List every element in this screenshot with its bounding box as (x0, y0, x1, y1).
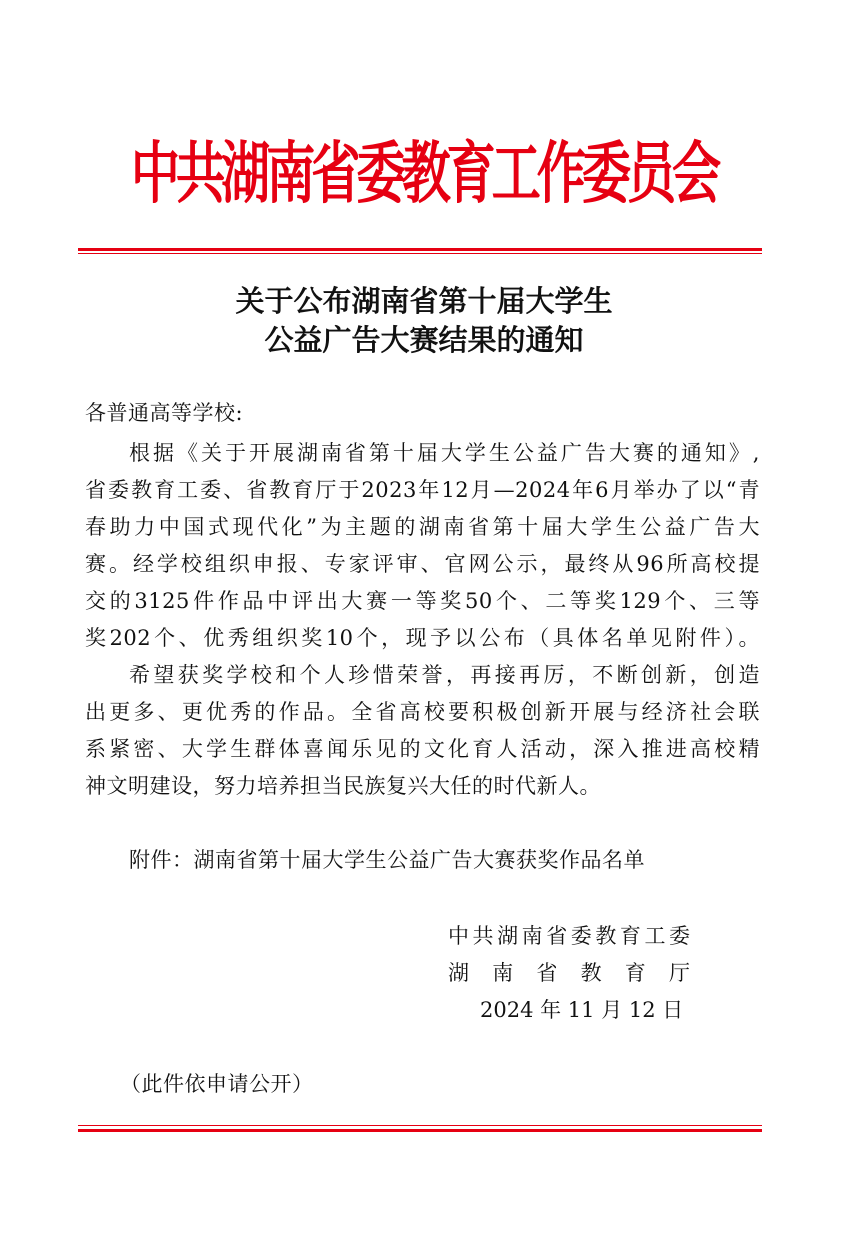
attachment-note: 附件：湖南省第十届大学生公益广告大赛获奖作品名单 (129, 848, 645, 872)
disclosure-note: （此件依申请公开） (120, 1072, 314, 1096)
notice-title-line-2: 公益广告大赛结果的通知 (264, 323, 584, 357)
paragraph-2-line: 系紧密、大学生群体喜闻乐见的文化育人活动，深入推进高校精 (85, 737, 760, 761)
paragraph-1-line: 交的3125件作品中评出大赛一等奖50个、二等奖129个、三等 (85, 589, 760, 613)
paragraph-1-line: 省委教育工委、省教育厅于2023年12月—2024年6月举办了以“青 (85, 478, 760, 502)
notice-title-line-1: 关于公布湖南省第十届大学生 (235, 284, 613, 318)
header-rule-thin (78, 253, 762, 254)
paragraph-2-line: 出更多、更优秀的作品。全省高校要积极创新开展与经济社会联 (85, 700, 760, 724)
paragraph-1-line: 奖202个、优秀组织奖10个，现予以公布（具体名单见附件）。 (85, 626, 760, 650)
paragraph-1-line: 根据《关于开展湖南省第十届大学生公益广告大赛的通知》, (129, 441, 760, 465)
header-rule-thick (78, 248, 762, 251)
footer-rule-thin (78, 1125, 762, 1126)
paragraph-2-line: 希望获奖学校和个人珍惜荣誉，再接再厉，不断创新，创造 (129, 663, 760, 687)
paragraph-1-line: 春助力中国式现代化”为主题的湖南省第十届大学生公益广告大 (85, 515, 760, 539)
signature-date: 2024 年 11 月 12 日 (480, 998, 684, 1022)
signature-org-1: 中共湖南省委教育工委 (448, 924, 690, 948)
paragraph-2-line: 神文明建设，努力培养担当民族复兴大任的时代新人。 (85, 774, 601, 798)
footer-rule-thick (78, 1129, 762, 1132)
paragraph-1-line: 赛。经学校组织申报、专家评审、官网公示，最终从96所高校提 (85, 552, 760, 576)
signature-org-2: 湖南省教育厅 (448, 961, 690, 985)
masthead-organization: 中共湖南省委教育工作委员会 (130, 134, 718, 214)
salutation: 各普通高等学校: (85, 401, 244, 425)
